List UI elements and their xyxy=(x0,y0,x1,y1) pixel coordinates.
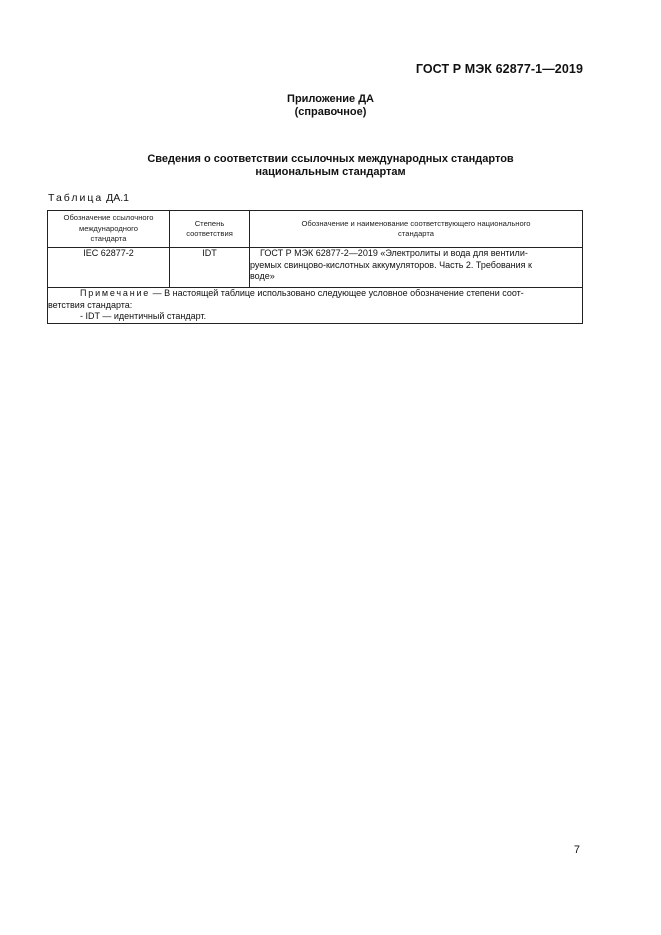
header-national-line2: стандарта xyxy=(398,229,434,238)
cell-national-line1: ГОСТ Р МЭК 62877-2—2019 «Электролиты и вода для вентили- xyxy=(260,248,528,258)
note-item: - IDT — идентичный стандарт. xyxy=(80,311,207,321)
reference-standards-table xyxy=(47,210,583,324)
header-degree xyxy=(170,211,250,248)
header-reference-standard-line3: стандарта xyxy=(90,234,127,244)
section-title xyxy=(0,153,661,179)
document-code: ГОСТ Р МЭК 62877-1—2019 xyxy=(415,62,583,76)
annex-title: Приложение ДА xyxy=(287,93,374,105)
table-note-row xyxy=(48,288,583,324)
note-paragraph xyxy=(48,288,582,300)
note-label: Примечание xyxy=(80,288,151,298)
page-number: 7 xyxy=(573,844,580,856)
cell-national-standard xyxy=(250,248,583,288)
header-reference-standard-line1: Обозначение ссылочного xyxy=(63,213,154,223)
cell-national-line2: руемых свинцово-кислотных аккумуляторов. Часть 2. Требования к xyxy=(250,259,532,270)
header-reference-standard-line2: международного xyxy=(78,223,139,233)
cell-degree: IDT xyxy=(170,248,250,288)
header-degree-line2: соответствия xyxy=(186,229,233,238)
cell-reference-standard: IEC 62877-2 xyxy=(48,248,170,288)
header-reference-standard xyxy=(48,211,170,248)
table-header-row xyxy=(48,211,583,248)
section-title-line2: национальным стандартам xyxy=(255,166,406,178)
table-note xyxy=(48,288,583,324)
annex-subtitle: (справочное) xyxy=(294,106,367,118)
table-caption-number: ДА.1 xyxy=(106,192,129,204)
header-degree-line1: Степень xyxy=(194,218,225,228)
note-text-line1: — В настоящей таблице использовано следующее условное обозначение степени соот- xyxy=(150,288,524,298)
cell-national-line3: воде» xyxy=(250,271,275,281)
table-caption-label: Таблица xyxy=(48,192,104,204)
section-title-line1: Сведения о соответствии ссылочных международных стандартов xyxy=(147,153,514,165)
table-row xyxy=(48,248,583,288)
note-text-line2: ветствия стандарта: xyxy=(48,299,133,310)
header-national-standard xyxy=(250,211,583,248)
annex-heading xyxy=(0,93,661,119)
table-caption xyxy=(48,192,129,204)
header-national-line1: Обозначение и наименование соответствующего национального xyxy=(301,218,531,228)
